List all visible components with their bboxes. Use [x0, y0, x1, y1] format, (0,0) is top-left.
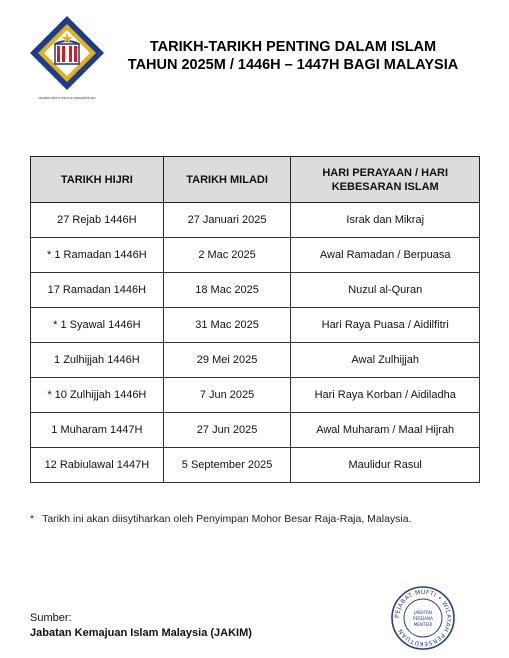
- cell-hijri: 1 Muharam 1447H: [31, 413, 164, 448]
- cell-celebration: Awal Muharam / Maal Hijrah: [291, 413, 480, 448]
- cell-miladi: 5 September 2025: [163, 448, 291, 483]
- title-line-1: TARIKH-TARIKH PENTING DALAM ISLAM: [149, 39, 437, 55]
- cell-hijri: * 10 Zulhijjah 1446H: [31, 378, 164, 413]
- cell-hijri: 27 Rejab 1446H: [31, 203, 164, 238]
- cell-celebration: Nuzul al-Quran: [291, 273, 480, 308]
- cell-celebration: Hari Raya Korban / Aidiladha: [291, 378, 480, 413]
- cell-celebration: Awal Zulhijjah: [291, 343, 480, 378]
- cell-miladi: 18 Mac 2025: [163, 273, 291, 308]
- mufti-office-logo: [28, 14, 106, 100]
- column-header-celebration: HARI PERAYAAN / HARI KEBESARAN ISLAM: [291, 157, 480, 203]
- cell-celebration: Hari Raya Puasa / Aidilfitri: [291, 308, 480, 343]
- source-label: Sumber:: [30, 612, 72, 624]
- table-row: [31, 203, 480, 238]
- stamp-line-2: PERDANA: [412, 616, 434, 621]
- stamp-ring-text: PEJABAT MUFTI • WILAYAH PERSEKUTUAN: [393, 588, 453, 648]
- title-line-2: TAHUN 2025M / 1446H – 1447H BAGI MALAYSIA: [127, 57, 459, 73]
- cell-celebration: Israk dan Mikraj: [291, 203, 480, 238]
- cell-celebration: Awal Ramadan / Berpuasa: [291, 238, 480, 273]
- source-block: [30, 611, 252, 641]
- table-row: [31, 238, 480, 273]
- cell-hijri: 17 Ramadan 1446H: [31, 273, 164, 308]
- stamp-line-1: JABATAN: [414, 610, 432, 615]
- cell-miladi: 29 Mei 2025: [163, 343, 291, 378]
- cell-miladi: 27 Jun 2025: [163, 413, 291, 448]
- table-row: [31, 308, 480, 343]
- table-row: [31, 378, 480, 413]
- column-header-hijri: TARIKH HIJRI: [31, 157, 164, 203]
- table-row: [31, 448, 480, 483]
- table-row: [31, 273, 480, 308]
- stamp-seal-icon: [390, 585, 456, 651]
- cell-hijri: 1 Zulhijjah 1446H: [31, 343, 164, 378]
- logo-emblem-icon: [28, 14, 106, 94]
- cell-miladi: 7 Jun 2025: [163, 378, 291, 413]
- footnote-text: Tarikh ini akan diisytiharkan oleh Penyimpan Mohor Besar Raja-Raja, Malaysia.: [42, 513, 412, 525]
- column-header-miladi: TARIKH MILADI: [163, 157, 291, 203]
- cell-miladi: 2 Mac 2025: [163, 238, 291, 273]
- important-dates-table: [30, 156, 480, 483]
- document-title: [108, 38, 478, 74]
- logo-caption: PEJABAT MUFTI WILAYAH PERSEKUTUAN: [38, 96, 96, 100]
- cell-hijri: * 1 Ramadan 1446H: [31, 238, 164, 273]
- table-row: [31, 413, 480, 448]
- source-organization: Jabatan Kemajuan Islam Malaysia (JAKIM): [30, 627, 252, 639]
- cell-hijri: * 1 Syawal 1446H: [31, 308, 164, 343]
- footnote: [30, 513, 412, 525]
- cell-celebration: Maulidur Rasul: [291, 448, 480, 483]
- cell-hijri: 12 Rabiulawal 1447H: [31, 448, 164, 483]
- stamp-line-3: MENTERI: [413, 622, 433, 627]
- table-row: [31, 343, 480, 378]
- cell-miladi: 31 Mac 2025: [163, 308, 291, 343]
- footnote-asterisk: *: [30, 513, 35, 525]
- official-stamp: [390, 585, 456, 651]
- cell-miladi: 27 Januari 2025: [163, 203, 291, 238]
- table-header-row: [31, 157, 480, 203]
